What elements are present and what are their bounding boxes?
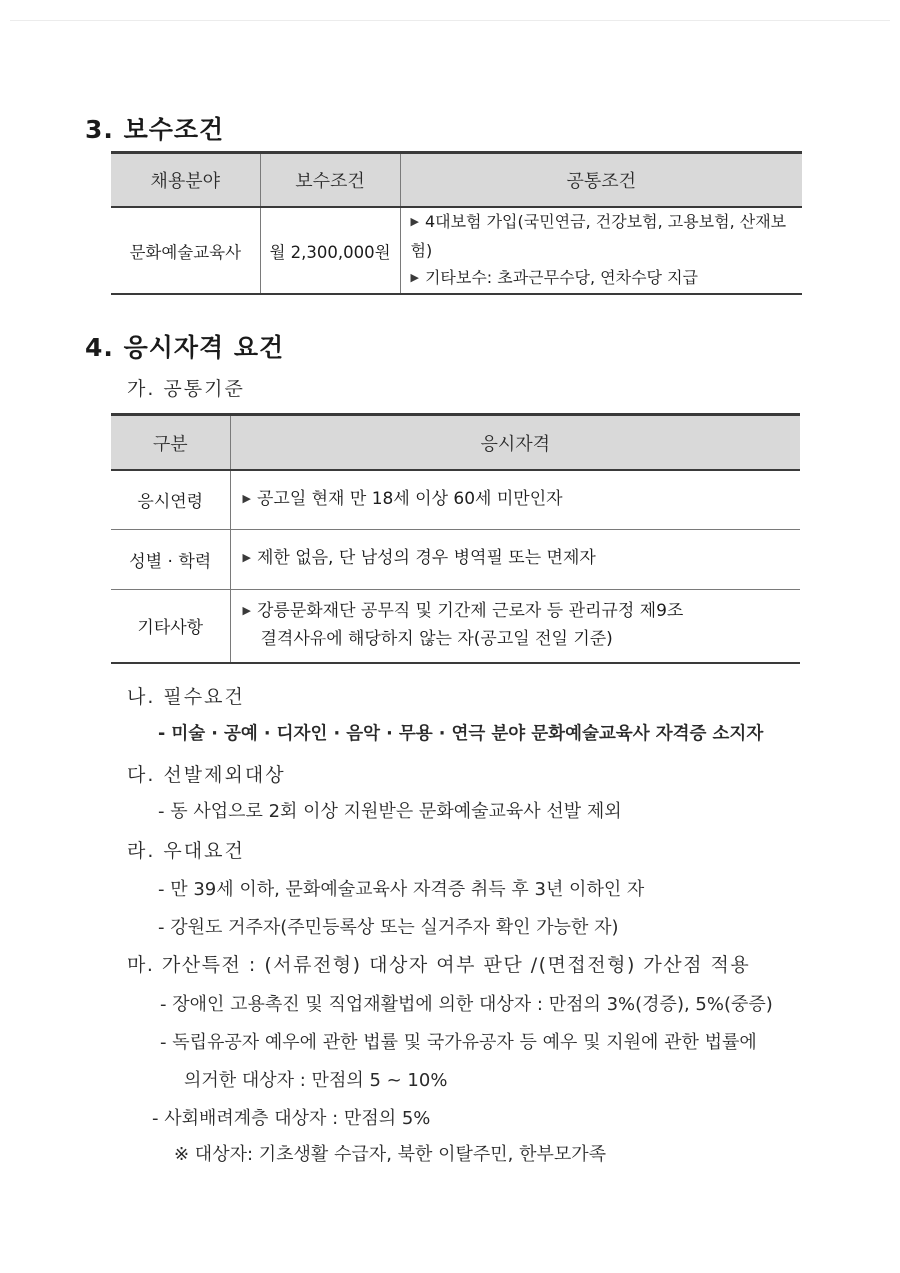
bonus-item-continued: 의거한 대상자 : 만점의 5 ~ 10%: [184, 1070, 448, 1091]
subsection-ga-title: 가. 공통기준: [127, 378, 245, 400]
row-value: ▶ 제한 없음, 단 남성의 경우 병역필 또는 면제자: [230, 529, 800, 589]
subsection-ma-title: 마. 가산특전 : (서류전형) 대상자 여부 판단 /(면접전형) 가산점 적용: [127, 954, 751, 976]
header-pay: 보수조건: [260, 153, 400, 208]
table-header-row: [111, 153, 802, 208]
header-field: 채용분야: [111, 153, 260, 208]
triangle-bullet-icon: ▶: [242, 551, 251, 564]
qualification-table: [111, 413, 800, 664]
triangle-bullet-icon: ▶: [410, 215, 419, 228]
header-qualification: 응시자격: [230, 415, 800, 471]
pay-conditions-table: [111, 151, 802, 295]
table-row: [111, 529, 800, 589]
header-category: 구분: [111, 415, 230, 471]
page-edge: [10, 20, 890, 21]
triangle-bullet-icon: ▶: [242, 491, 251, 505]
note-item: ※ 대상자: 기초생활 수급자, 북한 이탈주민, 한부모가족: [174, 1144, 607, 1165]
subsection-da-title: 다. 선발제외대상: [127, 764, 286, 786]
triangle-bullet-icon: ▶: [410, 271, 419, 284]
condition-item: ▶ 4대보험 가입(국민연금, 건강보험, 고용보험, 산재보험): [410, 212, 787, 260]
table-row: [111, 470, 800, 529]
bonus-item: - 사회배려계층 대상자 : 만점의 5%: [152, 1108, 431, 1129]
condition-item: ▶ 기타보수: 초과근무수당, 연차수당 지급: [410, 268, 698, 287]
section-3-title: 3. 보수조건: [85, 115, 225, 144]
section-4-title: 4. 응시자격 요건: [85, 333, 285, 362]
preference-item: - 만 39세 이하, 문화예술교육사 자격증 취득 후 3년 이하인 자: [158, 879, 645, 900]
subsection-ra-title: 라. 우대요건: [127, 840, 245, 862]
bonus-item: - 독립유공자 예우에 관한 법률 및 국가유공자 등 예우 및 지원에 관한 법률에: [160, 1032, 757, 1053]
row-label: 응시연령: [137, 492, 204, 513]
exclusion-item: - 동 사업으로 2회 이상 지원받은 문화예술교육사 선발 제외: [158, 801, 622, 822]
bonus-item: - 장애인 고용촉진 및 직업재활법에 의한 대상자 : 만점의 3%(경증), 5%(중증): [160, 994, 773, 1015]
table-header-row: [111, 415, 800, 471]
header-common: 공통조건: [400, 153, 802, 208]
row-label: 성별 · 학력: [129, 551, 212, 572]
requirement-item: - 미술 · 공예 · 디자인 · 음악 · 무용 · 연극 분야 문화예술교육사 자격증 소지자: [158, 724, 764, 744]
row-value: ▶ 공고일 현재 만 18세 이상 60세 미만인자: [230, 470, 800, 529]
cell-field: 문화예술교육사: [129, 242, 242, 262]
table-row: [111, 589, 800, 663]
row-value: ▶ 강릉문화재단 공무직 및 기간제 근로자 등 관리규정 제9조 결격사유에 해당하지 않는 자(공고일 전일 기준): [230, 589, 800, 663]
cell-conditions: [400, 207, 802, 294]
triangle-bullet-icon: ▶: [242, 604, 251, 618]
cell-pay: 월 2,300,000원: [260, 207, 400, 294]
subsection-na-title: 나. 필수요건: [127, 686, 245, 708]
row-label: 기타사항: [137, 618, 204, 639]
preference-item: - 강원도 거주자(주민등록상 또는 실거주자 확인 가능한 자): [158, 917, 619, 938]
table-row: [111, 207, 802, 294]
